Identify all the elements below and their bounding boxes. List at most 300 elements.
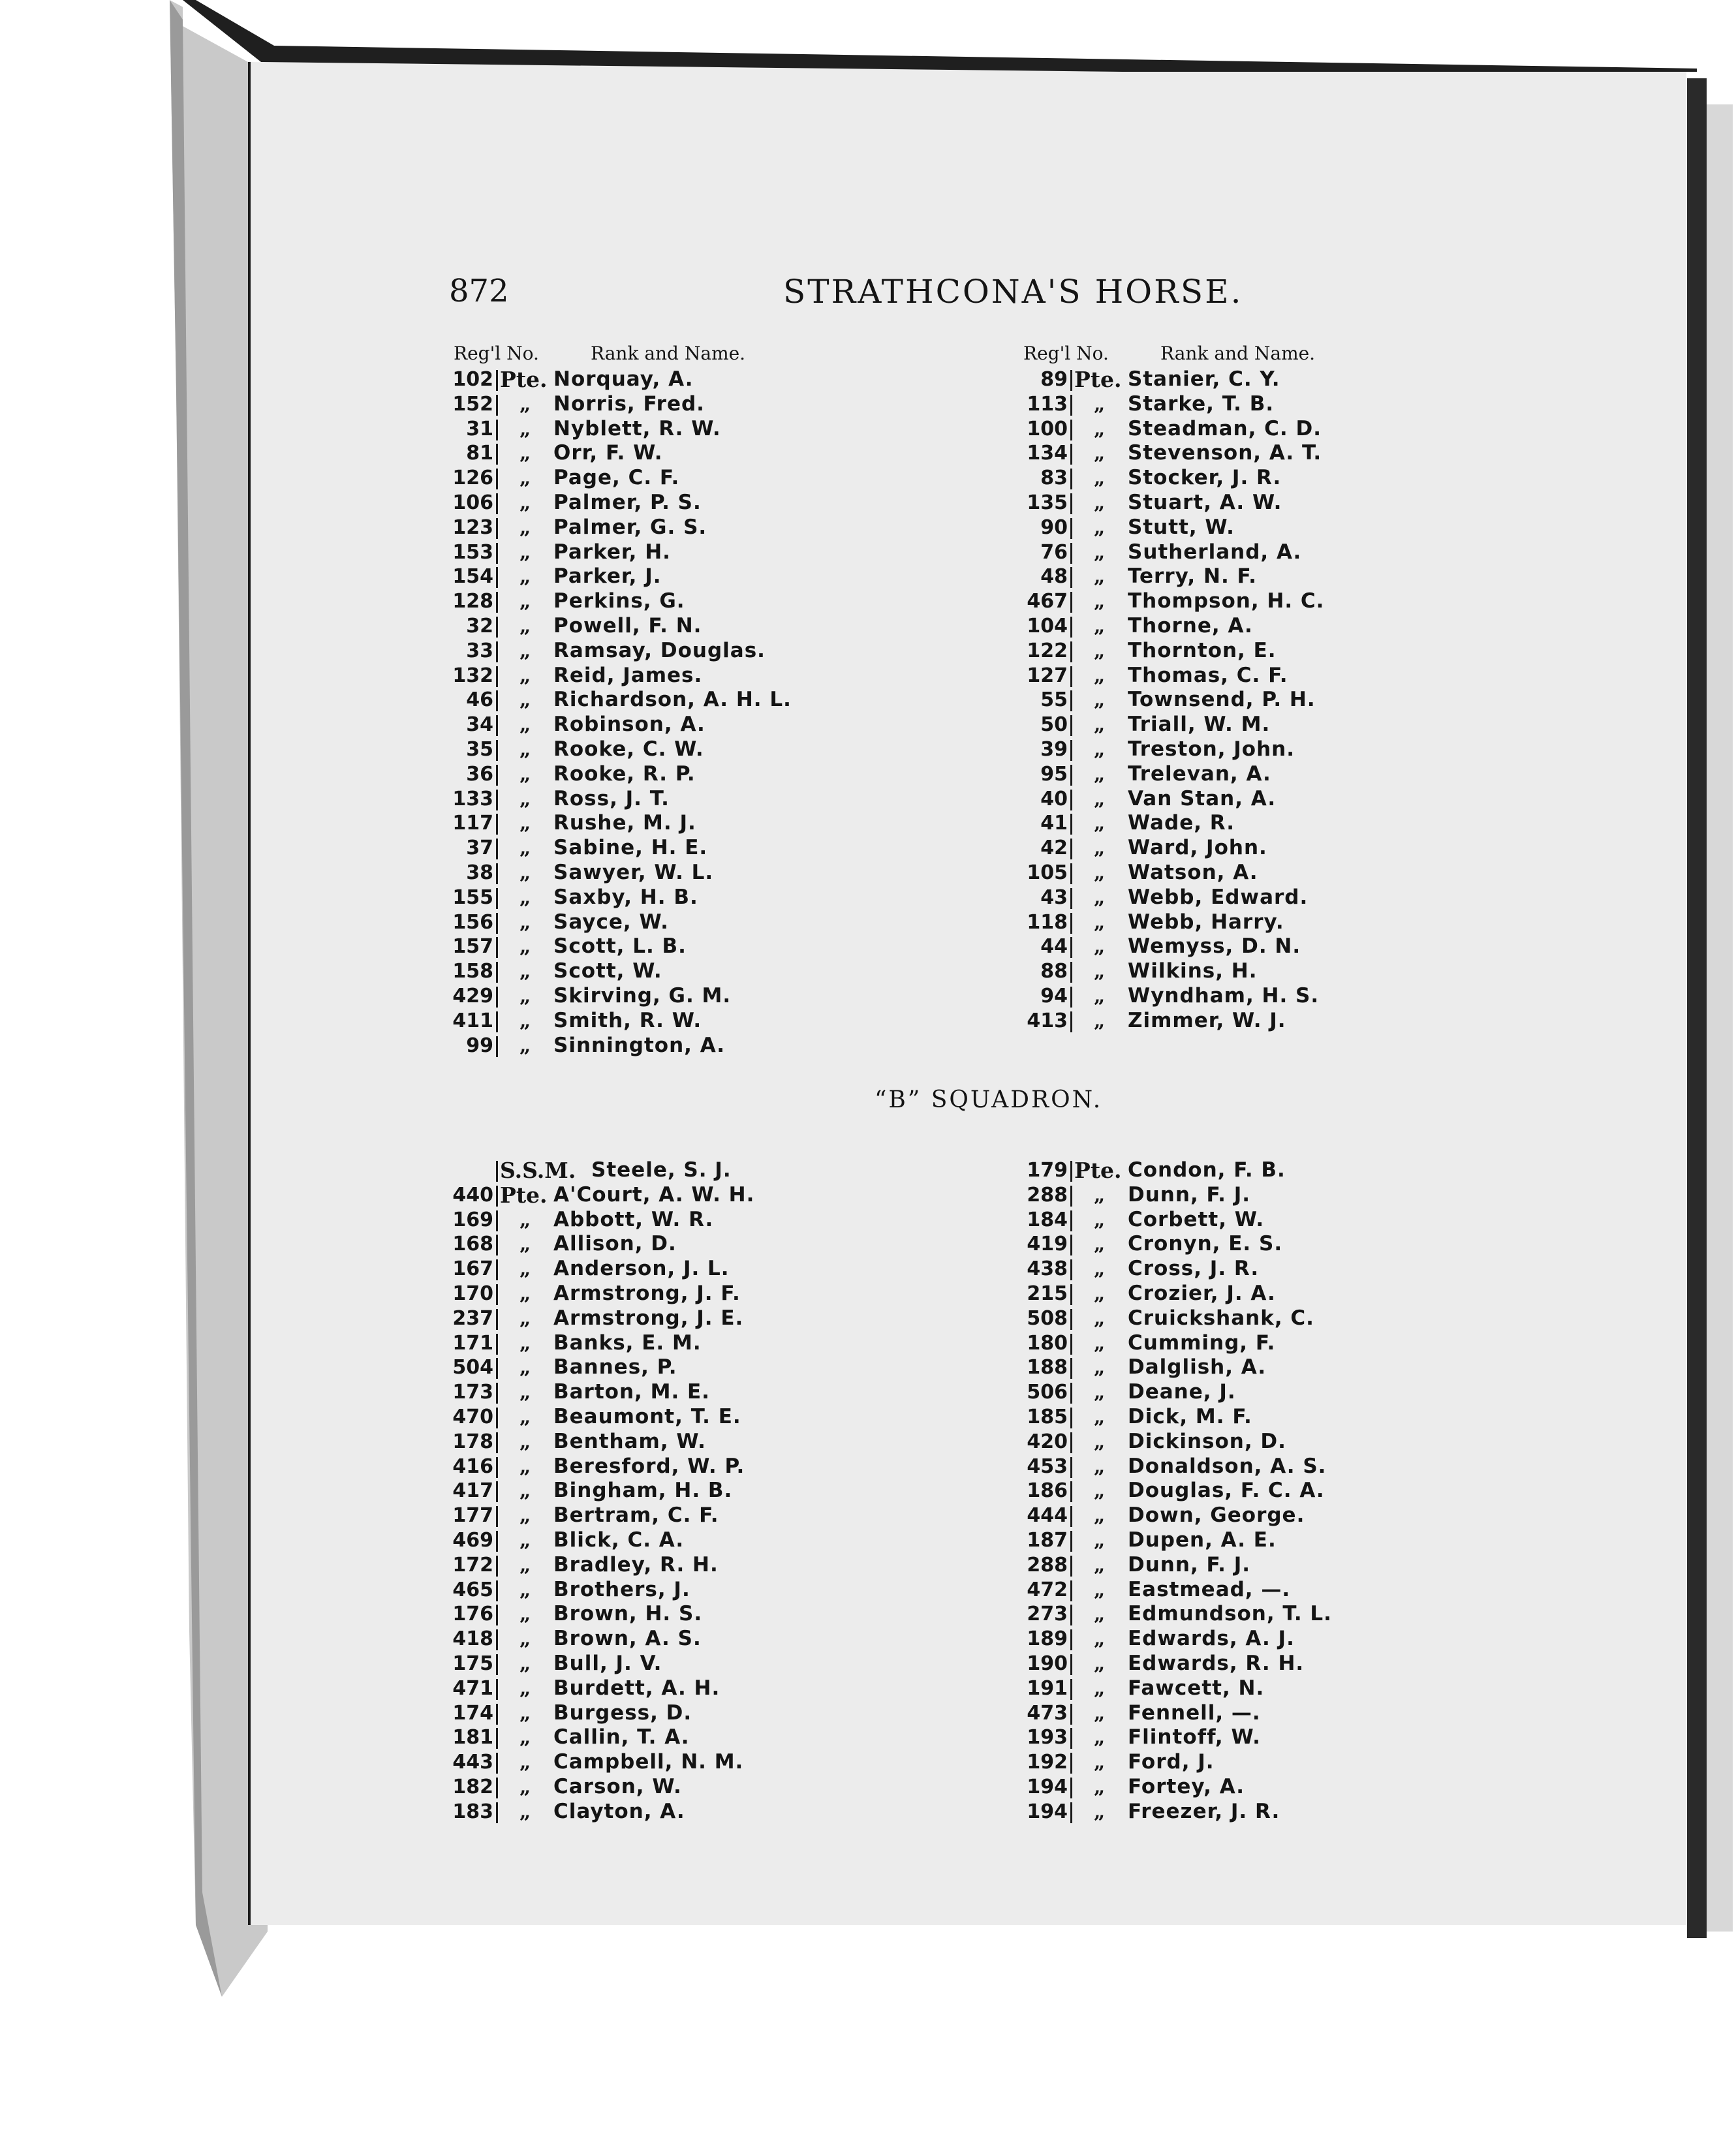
column-rule xyxy=(1070,1259,1072,1280)
ditto-mark: „ xyxy=(1094,392,1106,416)
reg-number: 171 xyxy=(452,1331,493,1355)
member-name: Steadman, C. D. xyxy=(1128,416,1322,440)
column-rule xyxy=(496,617,498,638)
column-rule xyxy=(1070,1629,1072,1650)
ditto-mark: „ xyxy=(1094,664,1106,687)
column-rule xyxy=(1070,1235,1072,1255)
ditto-mark: „ xyxy=(1094,565,1106,589)
reg-number: 180 xyxy=(1027,1331,1068,1355)
reg-number: 473 xyxy=(1027,1701,1068,1725)
reg-number: 118 xyxy=(1027,910,1068,934)
member-name: Perkins, G. xyxy=(553,589,685,613)
column-rule xyxy=(1070,987,1072,1008)
ditto-mark: „ xyxy=(1094,1726,1106,1749)
reg-number: 126 xyxy=(452,467,493,490)
column-rule xyxy=(1070,1506,1072,1527)
reg-number: 128 xyxy=(452,590,493,613)
ditto-mark: „ xyxy=(1094,1603,1106,1626)
column-rule xyxy=(496,1654,498,1675)
reg-number: 48 xyxy=(1040,565,1068,589)
rank: S.S.M. xyxy=(500,1158,576,1183)
column-rule xyxy=(1070,913,1072,934)
reg-number: 113 xyxy=(1027,392,1068,416)
adjacent-page-edge xyxy=(1687,78,1707,1938)
ditto-mark: „ xyxy=(519,540,531,564)
column-rule xyxy=(1070,370,1072,391)
column-rule xyxy=(496,765,498,786)
reg-number: 39 xyxy=(1040,737,1068,761)
ditto-mark: „ xyxy=(1094,787,1106,810)
reg-number: 122 xyxy=(1027,639,1068,662)
column-rule xyxy=(496,1383,498,1404)
column-rule xyxy=(496,1334,498,1355)
ditto-mark: „ xyxy=(1094,1208,1106,1231)
reg-number: 31 xyxy=(466,417,493,440)
member-name: Douglas, F. C. A. xyxy=(1128,1479,1325,1503)
reg-number: 158 xyxy=(452,960,493,983)
column-rule xyxy=(496,1408,498,1428)
ditto-mark: „ xyxy=(1094,1775,1106,1798)
ditto-mark: „ xyxy=(519,1701,531,1725)
ditto-mark: „ xyxy=(1094,540,1106,564)
ditto-mark: „ xyxy=(1094,984,1106,1008)
reg-number: 182 xyxy=(452,1775,493,1798)
reg-number: 153 xyxy=(452,540,493,564)
member-name: Crozier, J. A. xyxy=(1128,1281,1276,1305)
section-title: “B” SQUADRON. xyxy=(875,1086,1103,1113)
ditto-mark: „ xyxy=(519,1009,531,1032)
ditto-mark: „ xyxy=(519,1381,531,1404)
member-name: Bannes, P. xyxy=(553,1355,677,1379)
ditto-mark: „ xyxy=(519,1257,531,1281)
member-name: Stuart, A. W. xyxy=(1128,490,1282,514)
column-rule xyxy=(1070,592,1072,613)
member-name: Palmer, P. S. xyxy=(553,490,702,514)
member-name: Brothers, J. xyxy=(553,1577,690,1601)
reg-number: 156 xyxy=(452,910,493,934)
column-rule xyxy=(1070,839,1072,859)
column-rule xyxy=(1070,740,1072,761)
ditto-mark: „ xyxy=(1094,935,1106,959)
ditto-mark: „ xyxy=(519,1504,531,1528)
column-rule xyxy=(496,715,498,736)
ditto-mark: „ xyxy=(519,442,531,465)
column-rule xyxy=(496,493,498,514)
ditto-mark: „ xyxy=(519,491,531,514)
member-name: Cronyn, E. S. xyxy=(1128,1232,1283,1256)
member-name: Banks, E. M. xyxy=(553,1331,702,1355)
reg-number: 183 xyxy=(452,1800,493,1823)
reg-number: 173 xyxy=(452,1381,493,1404)
member-name: Bentham, W. xyxy=(553,1429,706,1453)
column-rule xyxy=(496,469,498,489)
ditto-mark: „ xyxy=(519,1356,531,1379)
reg-number: 185 xyxy=(1027,1405,1068,1428)
column-rule xyxy=(496,1161,498,1182)
member-name: Sinnington, A. xyxy=(553,1033,726,1057)
ditto-mark: „ xyxy=(1094,1504,1106,1528)
reg-number: 94 xyxy=(1040,984,1068,1008)
member-name: Corbett, W. xyxy=(1128,1207,1265,1231)
column-rule xyxy=(1070,1210,1072,1231)
reg-number: 99 xyxy=(466,1034,493,1057)
column-rule xyxy=(1070,1704,1072,1725)
column-rule xyxy=(496,987,498,1008)
ditto-mark: „ xyxy=(519,1528,531,1552)
member-name: Saxby, H. B. xyxy=(553,885,698,909)
member-name: Webb, Harry. xyxy=(1128,910,1284,934)
member-name: Abbott, W. R. xyxy=(553,1207,714,1231)
column-rule xyxy=(1070,1531,1072,1552)
reg-number: 194 xyxy=(1027,1775,1068,1798)
reg-number: 443 xyxy=(452,1751,493,1774)
reg-number: 133 xyxy=(452,787,493,810)
reg-number: 504 xyxy=(452,1356,493,1379)
column-rule xyxy=(496,937,498,958)
member-name: Bull, J. V. xyxy=(553,1651,662,1675)
column-rule xyxy=(1070,1161,1072,1182)
reg-number: 55 xyxy=(1040,688,1068,712)
member-name: Fortey, A. xyxy=(1128,1774,1245,1798)
column-rule xyxy=(496,814,498,835)
member-name: Dickinson, D. xyxy=(1128,1429,1286,1453)
member-name: Nyblett, R. W. xyxy=(553,416,721,440)
ditto-mark: „ xyxy=(519,1430,531,1453)
reg-number: 168 xyxy=(452,1233,493,1256)
ditto-mark: „ xyxy=(1094,1282,1106,1305)
reg-number: 471 xyxy=(452,1676,493,1700)
reg-number: 418 xyxy=(452,1627,493,1651)
column-rule xyxy=(496,1036,498,1057)
member-name: Stutt, W. xyxy=(1128,515,1235,539)
reg-number: 50 xyxy=(1040,713,1068,737)
column-rule xyxy=(1070,666,1072,687)
reg-number: 506 xyxy=(1027,1381,1068,1404)
column-rule xyxy=(496,913,498,934)
column-rule xyxy=(496,420,498,440)
member-name: Dalglish, A. xyxy=(1128,1355,1267,1379)
reg-number: 467 xyxy=(1027,590,1068,613)
member-name: Watson, A. xyxy=(1128,860,1258,884)
reg-number: 154 xyxy=(452,565,493,589)
member-name: Barton, M. E. xyxy=(553,1380,710,1404)
ditto-mark: „ xyxy=(519,960,531,983)
member-name: Webb, Edward. xyxy=(1128,885,1309,909)
ditto-mark: „ xyxy=(1094,1553,1106,1577)
ditto-mark: „ xyxy=(519,1282,531,1305)
ditto-mark: „ xyxy=(519,1751,531,1774)
ditto-mark: „ xyxy=(1094,1578,1106,1601)
reg-number: 43 xyxy=(1040,886,1068,909)
column-rule xyxy=(1070,790,1072,810)
reg-number: 88 xyxy=(1040,960,1068,983)
ditto-mark: „ xyxy=(519,1553,531,1577)
column-rule xyxy=(1070,1284,1072,1305)
rank: Pte. xyxy=(1074,1158,1122,1183)
member-name: Orr, F. W. xyxy=(553,441,663,465)
member-name: Reid, James. xyxy=(553,663,703,687)
reg-number: 90 xyxy=(1040,516,1068,539)
ditto-mark: „ xyxy=(519,1405,531,1428)
reg-number: 472 xyxy=(1027,1578,1068,1601)
column-rule xyxy=(1070,1679,1072,1700)
reg-number: 89 xyxy=(1040,368,1068,391)
member-name: Wemyss, D. N. xyxy=(1128,934,1301,959)
member-name: Beaumont, T. E. xyxy=(553,1404,741,1428)
member-name: Triall, W. M. xyxy=(1128,713,1271,737)
column-rule xyxy=(496,370,498,391)
reg-number: 187 xyxy=(1027,1528,1068,1552)
member-name: Wilkins, H. xyxy=(1128,959,1258,983)
ditto-mark: „ xyxy=(519,1800,531,1823)
member-name: Fennell, —. xyxy=(1128,1701,1261,1725)
column-rule xyxy=(1070,395,1072,416)
column-rule xyxy=(1070,715,1072,736)
member-name: Allison, D. xyxy=(553,1232,677,1256)
member-name: Carson, W. xyxy=(553,1774,682,1798)
column-rule xyxy=(1070,543,1072,564)
column-rule xyxy=(1070,1753,1072,1774)
column-rule xyxy=(1070,1011,1072,1032)
member-name: Sayce, W. xyxy=(553,910,669,934)
reg-number: 179 xyxy=(1027,1159,1068,1182)
reg-number: 416 xyxy=(452,1455,493,1478)
member-name: Flintoff, W. xyxy=(1128,1725,1261,1749)
column-rule xyxy=(496,592,498,613)
reg-number: 102 xyxy=(452,368,493,391)
ditto-mark: „ xyxy=(1094,688,1106,712)
member-name: Steele, S. J. xyxy=(591,1158,732,1182)
member-name: Clayton, A. xyxy=(553,1799,685,1823)
member-name: Richardson, A. H. L. xyxy=(553,688,792,712)
ditto-mark: „ xyxy=(1094,1800,1106,1823)
column-rule xyxy=(1070,1580,1072,1601)
ditto-mark: „ xyxy=(1094,1627,1106,1651)
column-rule xyxy=(496,1802,498,1823)
ditto-mark: „ xyxy=(519,1627,531,1651)
adjacent-page xyxy=(1707,104,1733,1932)
reg-number: 438 xyxy=(1027,1257,1068,1281)
ditto-mark: „ xyxy=(1094,960,1106,983)
reg-number: 419 xyxy=(1027,1233,1068,1256)
member-name: Parker, J. xyxy=(553,564,662,589)
ditto-mark: „ xyxy=(519,1208,531,1231)
member-name: Scott, W. xyxy=(553,959,662,983)
member-name: Van Stan, A. xyxy=(1128,786,1277,810)
ditto-mark: „ xyxy=(1094,614,1106,638)
column-rule xyxy=(496,395,498,416)
column-rule xyxy=(496,1432,498,1453)
reg-number: 194 xyxy=(1027,1800,1068,1823)
rank: Pte. xyxy=(500,367,548,392)
reg-number: 35 xyxy=(466,737,493,761)
reg-number: 188 xyxy=(1027,1356,1068,1379)
ditto-mark: „ xyxy=(1094,1455,1106,1478)
reg-number: 36 xyxy=(466,762,493,786)
reg-number: 175 xyxy=(452,1652,493,1675)
ditto-mark: „ xyxy=(519,1233,531,1256)
reg-number: 193 xyxy=(1027,1726,1068,1749)
column-rule xyxy=(496,1506,498,1527)
ditto-mark: „ xyxy=(519,1306,531,1330)
column-rule xyxy=(1070,617,1072,638)
ditto-mark: „ xyxy=(1094,861,1106,884)
member-name: Fawcett, N. xyxy=(1128,1676,1265,1700)
column-rule xyxy=(1070,1334,1072,1355)
column-rule xyxy=(496,863,498,884)
reg-number: 33 xyxy=(466,639,493,662)
reg-number: 40 xyxy=(1040,787,1068,810)
member-name: Eastmead, —. xyxy=(1128,1577,1291,1601)
reg-number: 135 xyxy=(1027,491,1068,514)
column-rule xyxy=(496,1704,498,1725)
column-rule xyxy=(1070,518,1072,539)
column-rule xyxy=(496,1186,498,1207)
reg-number: 192 xyxy=(1027,1751,1068,1774)
ditto-mark: „ xyxy=(1094,1676,1106,1700)
member-name: Powell, F. N. xyxy=(553,613,702,638)
column-rule xyxy=(1070,1605,1072,1625)
ditto-mark: „ xyxy=(519,639,531,662)
member-name: Down, George. xyxy=(1128,1503,1305,1528)
ditto-mark: „ xyxy=(519,1652,531,1675)
column-header-right xyxy=(1023,343,1315,364)
reg-number: 444 xyxy=(1027,1504,1068,1528)
ditto-mark: „ xyxy=(519,516,531,539)
member-name: Sabine, H. E. xyxy=(553,836,708,860)
reg-number: 37 xyxy=(466,837,493,860)
member-name: Ramsay, Douglas. xyxy=(553,638,766,662)
ditto-mark: „ xyxy=(1094,1306,1106,1330)
reg-number: 184 xyxy=(1027,1208,1068,1231)
member-name: Stanier, C. Y. xyxy=(1128,367,1280,391)
ditto-mark: „ xyxy=(1094,467,1106,490)
member-name: Callin, T. A. xyxy=(553,1725,690,1749)
ditto-mark: „ xyxy=(1094,1331,1106,1355)
reg-number: 41 xyxy=(1040,812,1068,835)
member-name: Dunn, F. J. xyxy=(1128,1182,1251,1207)
member-name: Ford, J. xyxy=(1128,1750,1215,1774)
ditto-mark: „ xyxy=(519,713,531,737)
column-rule xyxy=(496,1531,498,1552)
member-name: Burgess, D. xyxy=(553,1701,692,1725)
ditto-mark: „ xyxy=(1094,442,1106,465)
column-rule xyxy=(1070,1481,1072,1502)
ditto-mark: „ xyxy=(1094,762,1106,786)
column-rule xyxy=(496,1235,498,1255)
ditto-mark: „ xyxy=(1094,1701,1106,1725)
member-name: Rushe, M. J. xyxy=(553,811,696,835)
member-name: Treston, John. xyxy=(1128,737,1295,761)
member-name: Thomas, C. F. xyxy=(1128,663,1288,687)
column-rule xyxy=(496,839,498,859)
reg-number: 169 xyxy=(452,1208,493,1231)
ditto-mark: „ xyxy=(519,910,531,934)
column-rule xyxy=(1070,420,1072,440)
reg-number: 105 xyxy=(1027,861,1068,884)
column-rule xyxy=(496,1481,498,1502)
ditto-mark: „ xyxy=(519,1676,531,1700)
column-rule xyxy=(496,690,498,711)
member-name: Blick, C. A. xyxy=(553,1528,685,1552)
ditto-mark: „ xyxy=(1094,737,1106,761)
column-rule xyxy=(496,888,498,909)
member-name: Sutherland, A. xyxy=(1128,540,1302,564)
reg-number: 273 xyxy=(1027,1603,1068,1626)
column-rule xyxy=(1070,1408,1072,1428)
ditto-mark: „ xyxy=(519,861,531,884)
rank: Pte. xyxy=(500,1182,548,1208)
ditto-mark: „ xyxy=(519,467,531,490)
member-name: Smith, R. W. xyxy=(553,1008,702,1032)
reg-number: 508 xyxy=(1027,1306,1068,1330)
ditto-mark: „ xyxy=(519,1455,531,1478)
reg-number: 95 xyxy=(1040,762,1068,786)
ditto-mark: „ xyxy=(1094,491,1106,514)
column-rule xyxy=(496,790,498,810)
reg-number: 186 xyxy=(1027,1479,1068,1503)
reg-number: 123 xyxy=(452,516,493,539)
member-name: Bertram, C. F. xyxy=(553,1503,719,1528)
ditto-mark: „ xyxy=(1094,1356,1106,1379)
column-rule xyxy=(496,1778,498,1798)
ditto-mark: „ xyxy=(1094,1009,1106,1032)
column-rule xyxy=(1070,1728,1072,1749)
reg-number: 172 xyxy=(452,1553,493,1577)
ditto-mark: „ xyxy=(1094,1430,1106,1453)
reg-number: 170 xyxy=(452,1282,493,1305)
member-name: Burdett, A. H. xyxy=(553,1676,721,1700)
ditto-mark: „ xyxy=(1094,1257,1106,1281)
ditto-mark: „ xyxy=(1094,837,1106,860)
ditto-mark: „ xyxy=(1094,812,1106,835)
ditto-mark: „ xyxy=(1094,590,1106,613)
reg-number: 132 xyxy=(452,664,493,687)
ditto-mark: „ xyxy=(1094,1381,1106,1404)
ditto-mark: „ xyxy=(519,417,531,440)
member-name: Wade, R. xyxy=(1128,811,1235,835)
reg-number: 470 xyxy=(452,1405,493,1428)
reg-number: 152 xyxy=(452,392,493,416)
member-name: Anderson, J. L. xyxy=(553,1257,730,1281)
ditto-mark: „ xyxy=(519,1578,531,1601)
ditto-mark: „ xyxy=(519,565,531,589)
reg-number: 288 xyxy=(1027,1553,1068,1577)
reg-number: 413 xyxy=(1027,1009,1068,1032)
reg-number: 453 xyxy=(1027,1455,1068,1478)
reg-number: 178 xyxy=(452,1430,493,1453)
member-name: Bradley, R. H. xyxy=(553,1552,719,1577)
column-rule xyxy=(496,1358,498,1379)
column-rule xyxy=(1070,1802,1072,1823)
reg-number: 237 xyxy=(452,1306,493,1330)
ditto-mark: „ xyxy=(1094,886,1106,909)
member-name: Deane, J. xyxy=(1128,1380,1236,1404)
member-name: Armstrong, J. E. xyxy=(553,1306,744,1330)
member-name: Cruickshank, C. xyxy=(1128,1306,1314,1330)
column-rule xyxy=(1070,814,1072,835)
member-name: Page, C. F. xyxy=(553,466,680,490)
reg-number: 181 xyxy=(452,1726,493,1749)
member-name: Dick, M. F. xyxy=(1128,1404,1252,1428)
reg-number: 177 xyxy=(452,1504,493,1528)
column-rule xyxy=(1070,1457,1072,1478)
column-rule xyxy=(1070,1186,1072,1207)
ditto-mark: „ xyxy=(1094,713,1106,737)
ditto-mark: „ xyxy=(519,688,531,712)
column-rule xyxy=(1070,1556,1072,1577)
column-rule xyxy=(1070,641,1072,662)
